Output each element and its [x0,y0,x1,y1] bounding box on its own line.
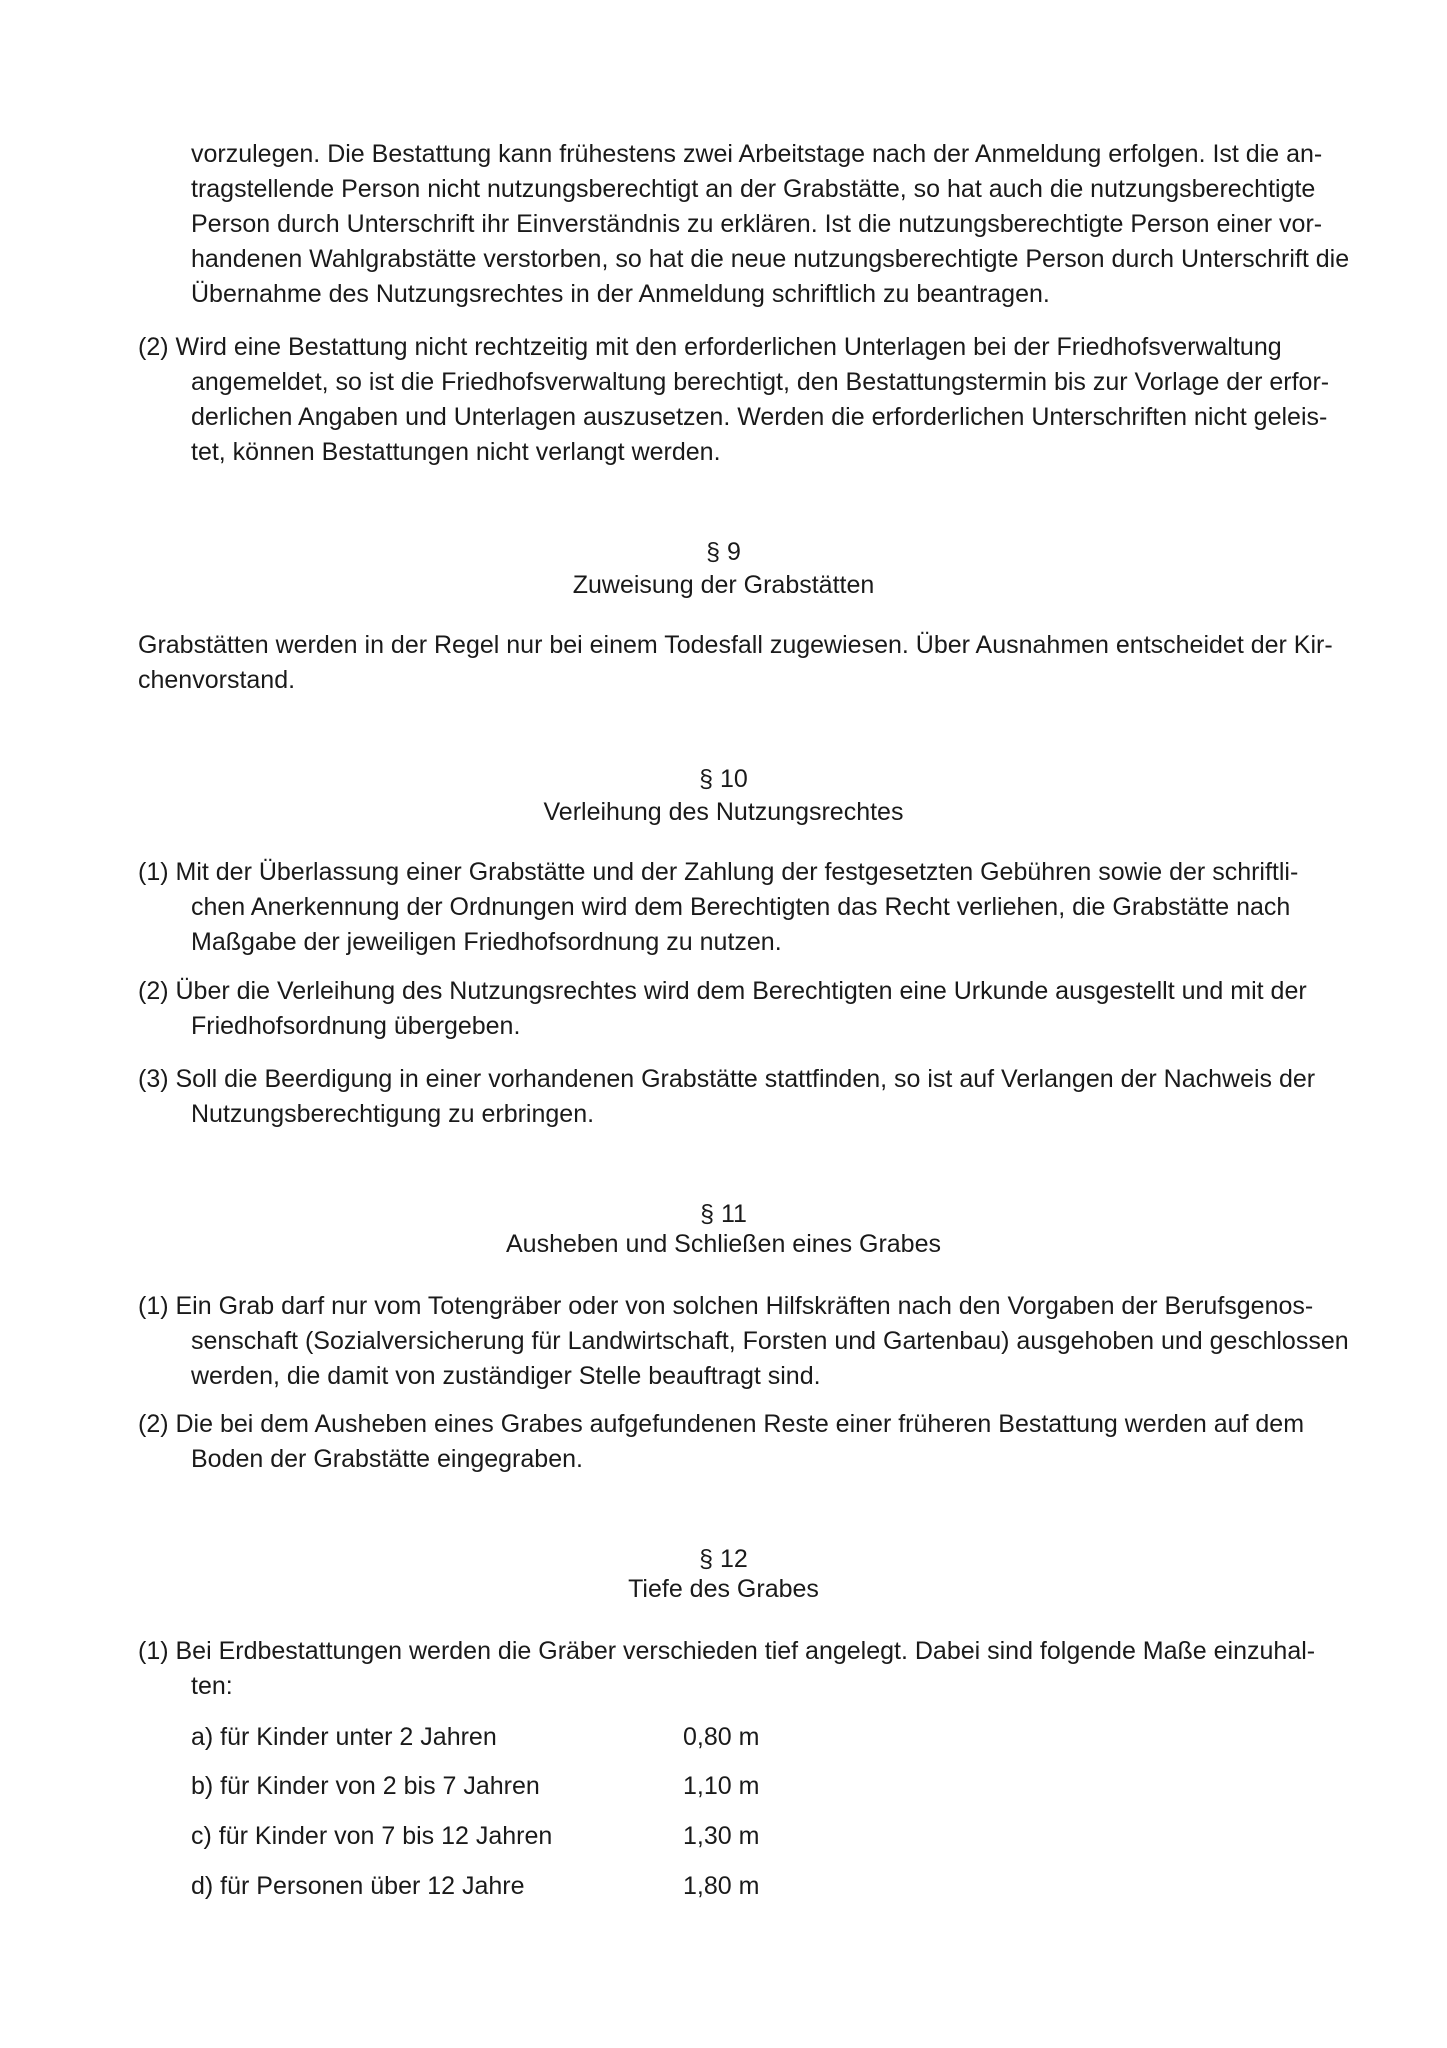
depth-value: 0,80 m [683,1723,760,1751]
section-11-number: § 11 [700,1200,747,1228]
text-line: Boden der Grabstätte eingegraben. [191,1445,583,1473]
section-12-title: Tiefe des Grabes [628,1575,819,1603]
text-line: chenvorstand. [138,666,296,694]
text-line: derlichen Angaben und Unterlagen auszusetzen. Werden die erforderlichen Unterschriften nicht geleis- [191,403,1328,431]
depth-label: c) für Kinder von 7 bis 12 Jahren [191,1822,553,1850]
depth-value: 1,80 m [683,1872,760,1900]
depth-label: d) für Personen über 12 Jahre [191,1872,525,1900]
text-line: (2) Über die Verleihung des Nutzungsrechtes wird dem Berechtigten eine Urkunde ausgestellt und mit der [138,977,1307,1005]
section-9-body [138,628,1388,698]
text-line: (1) Ein Grab darf nur vom Totengräber oder von solchen Hilfskräften nach den Vorgaben der Berufsgenos- [138,1292,1314,1320]
section-12-paragraph-1 [138,1634,1388,1704]
text-line: (1) Mit der Überlassung einer Grabstätte und der Zahlung der festgesetzten Gebühren sowie der schriftli- [138,858,1299,886]
text-line: vorzulegen. Die Bestattung kann frühestens zwei Arbeitstage nach der Anmeldung erfolgen. Ist die an- [191,140,1323,168]
depth-value: 1,30 m [683,1822,760,1850]
text-line: Nutzungsberechtigung zu erbringen. [191,1100,595,1128]
section-8-paragraph-2 [138,330,1388,470]
text-line: Friedhofsordnung übergeben. [191,1012,521,1040]
text-line: (3) Soll die Beerdigung in einer vorhandenen Grabstätte stattfinden, so ist auf Verlangen der Nachweis der [138,1065,1316,1093]
text-line: angemeldet, so ist die Friedhofsverwaltung berechtigt, den Bestattungstermin bis zur Vorlage der erfor- [191,368,1330,396]
text-line: chen Anerkennung der Ordnungen wird dem Berechtigten das Recht verliehen, die Grabstätte nach [191,893,1291,921]
depth-value: 1,10 m [683,1772,760,1800]
section-10-number: § 10 [699,765,748,793]
text-line: tragstellende Person nicht nutzungsberechtigt an der Grabstätte, so hat auch die nutzungsberechtigte [191,175,1316,203]
section-12-number: § 12 [699,1545,748,1573]
text-line: (2) Wird eine Bestattung nicht rechtzeitig mit den erforderlichen Unterlagen bei der Friedhofsverwaltung [138,333,1282,361]
depth-label: b) für Kinder von 2 bis 7 Jahren [191,1772,540,1800]
section-9-number: § 9 [706,538,741,566]
section-11-title: Ausheben und Schließen eines Grabes [505,1230,941,1258]
text-line: senschaft (Sozialversicherung für Landwirtschaft, Forsten und Gartenbau) ausgehoben und geschlossen [191,1327,1349,1355]
text-line: Maßgabe der jeweiligen Friedhofsordnung zu nutzen. [191,928,782,956]
section-10-paragraph-2 [138,974,1388,1044]
text-line: Grabstätten werden in der Regel nur bei einem Todesfall zugewiesen. Über Ausnahmen entscheidet der Kir- [138,631,1333,659]
section-10-paragraph-1 [138,855,1388,960]
section-9-title: Zuweisung der Grabstätten [572,571,875,599]
section-10-title: Verleihung des Nutzungsrechtes [543,798,904,826]
text-line: ten: [191,1672,233,1700]
text-line: Übernahme des Nutzungsrechtes in der Anmeldung schriftlich zu beantragen. [191,280,1050,308]
section-11-paragraph-2 [138,1407,1388,1477]
section-11-paragraph-1 [138,1289,1388,1394]
text-line: (1) Bei Erdbestattungen werden die Gräber verschieden tief angelegt. Dabei sind folgende Maße einzuhal- [138,1637,1316,1665]
text-line: handenen Wahlgrabstätte verstorben, so hat die neue nutzungsberechtigte Person durch Unterschrift die [191,245,1350,273]
text-line: werden, die damit von zuständiger Stelle beauftragt sind. [191,1362,821,1390]
intro-paragraph [138,137,1388,312]
depth-label: a) für Kinder unter 2 Jahren [191,1723,497,1751]
section-10-paragraph-3 [138,1062,1388,1132]
text-line: (2) Die bei dem Ausheben eines Grabes aufgefundenen Reste einer früheren Bestattung werden auf dem [138,1410,1305,1438]
text-line: tet, können Bestattungen nicht verlangt werden. [191,438,721,466]
text-line: Person durch Unterschrift ihr Einverständnis zu erklären. Ist die nutzungsberechtigte Person einer vor- [191,210,1323,238]
